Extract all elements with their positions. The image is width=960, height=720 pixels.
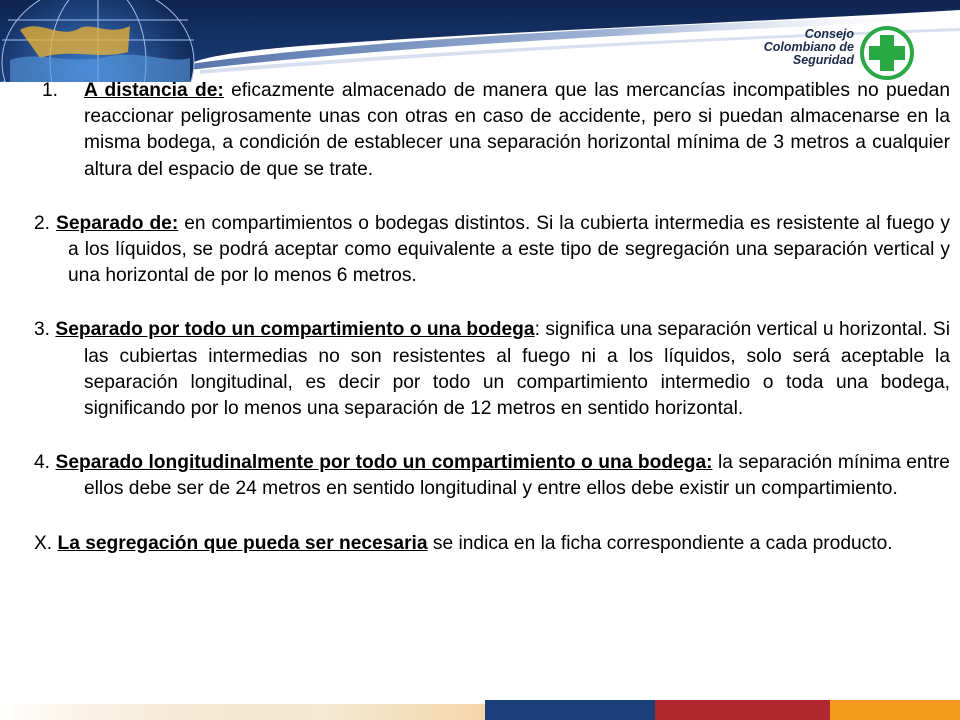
logo-line: Consejo xyxy=(804,27,854,41)
logo-text xyxy=(738,28,854,67)
item-number: 4. xyxy=(34,452,51,474)
item-text: : significa una separación vertical u horizontal. Si las cubiertas intermedias no son resistentes al fuego ni a los líquidos, solo será aceptable la separación longitudinal, es decir por todo un compartimiento intermedio o toda una bodega, significando por lo menos una separación de 12 metros en sentido horizontal. xyxy=(84,319,950,420)
item-text: en compartimientos o bodegas distintos. Si la cubierta intermedia es resistente al fuego y a los líquidos, se podrá aceptar como equivalente a este tipo de segregación una separación vertical y una horizontal de por lo menos 6 metros. xyxy=(68,212,950,287)
item-number: 3. xyxy=(34,319,51,341)
footer-band xyxy=(0,700,960,720)
item-heading: Separado por todo un compartimiento o una bodega xyxy=(55,319,535,341)
green-cross-icon xyxy=(860,26,914,80)
list-item-1 xyxy=(34,78,950,183)
item-heading: Separado longitudinalmente por todo un compartimiento o una bodega: xyxy=(55,452,713,474)
organization-logo xyxy=(738,26,920,80)
item-number: X. xyxy=(34,532,53,554)
footer-stripe-graphic xyxy=(0,700,960,720)
list-item-2 xyxy=(34,211,950,290)
item-text: la separación mínima entre ellos debe ser de 24 metros en sentido longitudinal y entre ellos debe existir un compartimiento. xyxy=(84,452,950,500)
logo-line: Seguridad xyxy=(792,53,854,67)
list-item-3 xyxy=(34,317,950,422)
item-heading: La segregación que pueda ser necesaria xyxy=(57,532,428,554)
globe-graphic xyxy=(0,0,195,82)
item-text: eficazmente almacenado de manera que las mercancías incompatibles no puedan reaccionar peligrosamente unas con otras en caso de accidente, pero si puedan almacenarse en la misma bodega, a condición de establecer una separación horizontal mínima de 3 metros a cualquier altura del espacio de que se trate. xyxy=(84,80,950,180)
item-text: se indica en la ficha correspondiente a cada producto. xyxy=(427,532,893,554)
item-number: 2. xyxy=(34,212,51,234)
content-body xyxy=(34,78,950,557)
item-heading: A distancia de: xyxy=(84,80,224,101)
list-item-x xyxy=(34,531,950,557)
logo-line: Colombiano de xyxy=(763,40,854,54)
list-item-4 xyxy=(34,450,950,502)
item-heading: Separado de: xyxy=(56,212,179,234)
item-number: 1. xyxy=(42,80,59,101)
